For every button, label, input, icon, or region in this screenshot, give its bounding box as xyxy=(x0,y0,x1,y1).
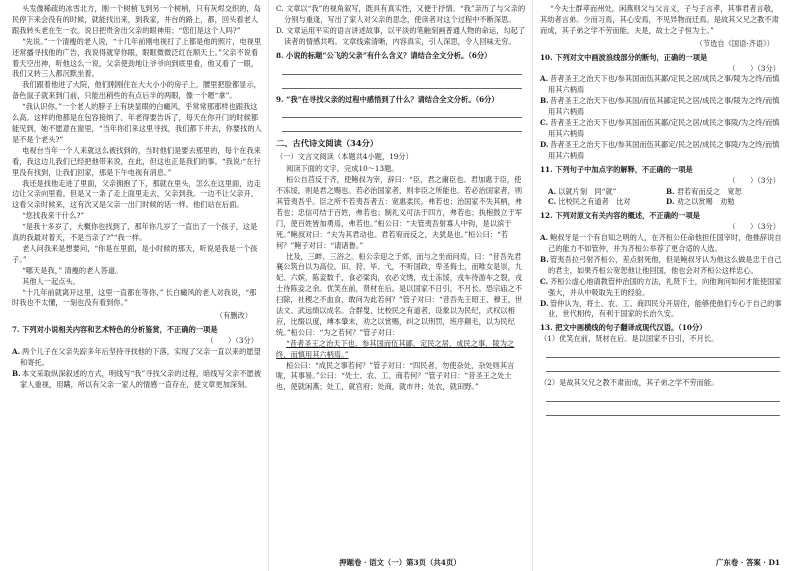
classical-passage: 桓公曰：“成民之事若何？”管子对曰：“四民者，勿使杂处，杂处则其言咙，其事易。”公曰：“处士、农、工、商若何？”管子对曰：“昔圣王之处士也，使就闲燕；处工，就官府；处商，就市井；处农，就田野。” xyxy=(276,360,515,392)
question-title: 7. 下列对小说相关内容和艺术特色的分析鉴赏，不正确的一项是 xyxy=(12,325,218,335)
instruction-text: 阅读下面的文字，完成10～13题。 xyxy=(286,164,399,174)
option-row xyxy=(540,197,784,208)
passage-paragraph: “十几年前就离开这里，这里一直都在等你，” 长白癜风的老人对我说，“那时我也不太懂，一刻也没有看到你。” xyxy=(12,287,257,308)
option-a: A. 以就片刻 同“就” xyxy=(548,186,617,196)
passage-paragraph: 老人问我来是想要问，“你是在里面，是小时候的那天，听说是我是一个孩子。” xyxy=(12,243,258,264)
column-middle xyxy=(276,4,526,393)
option-d: D. 文章运用平实的语言讲述故事，以平淡的笔触刻画普通人物的命运，勾起了读者的情感共鸣。文章线索清晰，内容真实，引人深思，令人回味无穷。 xyxy=(276,25,526,46)
option-c: C. 比校民之有道者 比对 xyxy=(548,197,631,207)
citation: （节选自《国语·齐语》） xyxy=(695,38,774,48)
answer-line[interactable] xyxy=(282,79,522,89)
answer-line[interactable] xyxy=(546,392,780,402)
classical-passage xyxy=(276,339,526,361)
question-title: 12. 下列对原文有关内容的概述，不正确的一项是 xyxy=(540,211,700,221)
question-title: 10. 下列对文中画波浪线部分的断句，正确的一项是 xyxy=(540,52,708,62)
section-heading: 二、古代诗文阅读（34分） xyxy=(276,138,379,149)
answer-lines xyxy=(276,108,526,132)
passage-paragraph: “我认识你。”一个老人的脖子上有块显眼的白癜风，乎常常那那样也跟我这么高。这样的他都是在包容接纳了，年老得要告诉了，每天在你开门的时候都能见到，她不愿意在窗里，“当年你们来这里寻找，我们都下井去，你要找的人是不是个老头?” xyxy=(12,102,262,144)
passage-paragraph: 电视台当年一个人来就这么被找到的，当时他们是要去那里的，每个在我来看，我这边儿我们已经把他带来说，在此，但这也正是我们的事。“我说:“在行里没有找到，让我们回家，那是下午电视有消息。” xyxy=(12,145,261,177)
option-a: A. 两个儿子在父亲失踪多年后坚持寻找他的下落，实现了父亲一直以来的愿望和寄托。 xyxy=(12,347,261,367)
answer-paren: （ ）（3分） xyxy=(728,175,780,185)
passage-paragraph: 其他人一起点头。 xyxy=(22,276,80,286)
answer-line[interactable] xyxy=(282,108,522,118)
question-11 xyxy=(540,165,784,209)
question-12 xyxy=(540,211,784,320)
classical-passage: 比及，三衅、三浴之。桓公亲迎之于郊，而与之坐而问焉，曰：“昔吾先君襄公筑台以为高位，田、狩、毕、弋，不听国政，卑圣侮士，而唯女是崇，九妃、六嫔，陈妾数千，食必粱肉，衣必文绣，戎士冻馁，戎车待游车之裂，戎士待陈妾之余。优笑在前，贤材在后。是以国家不日引，不月长。恐宗庙之不扫除，社稷之不血食，敢问为此若何？”管子对曰：“昔吾先王昭王、穆王，世法文、武远绩以成名。合群叟，比校民之有道者，设象以为民纪，式权以相应，比缀以度，竱本肇末，劝之以赏赐，纠之以刑罚，班序颠毛，以为民纪统。”桓公曰：“为之若何？”管子对曰： xyxy=(276,251,523,337)
answer-paren: （ ）（3分） xyxy=(206,336,258,346)
answer-line[interactable] xyxy=(282,122,522,132)
question-9-title: 9. “我”在寻找父亲的过程中感悟到了什么？请结合全文分析。（6分） xyxy=(276,94,499,104)
translation-item-1: （1）优笑在前，贤材在后。是以国家不日引，不月长。 xyxy=(540,334,719,344)
column-right xyxy=(540,4,784,422)
option-a: A. 昔者圣王之治天下也/参其国而伍其鄙/定民之居/成民之事/陵为之终/而慎用其六柄焉 xyxy=(540,74,780,95)
answer-paren: （ ）（3分） xyxy=(728,222,780,232)
passage-paragraph: “是我十多岁了，大概你也找到了，那年你几岁了一直出了一个孩子，这是真的我最对着天，不是当亲了?”“我一样。 xyxy=(12,222,258,243)
option-b: B.管夷吾拉弓射齐桓公，差点射死他，但是鲍叔牙认为他这么做是忠于自己的君主，如果齐桓公宽恕他让他回国，他也会对齐桓公这样忠心。 xyxy=(540,254,782,275)
question-7 xyxy=(12,325,262,390)
column-left xyxy=(12,4,262,391)
option-c: C. 昔者圣王之治天下也/参其国而伍其鄙/定民之居/成民之事陵/为之终/而慎用其六柄焉 xyxy=(540,118,780,138)
answer-line[interactable] xyxy=(546,362,780,372)
source-note: （有删改） xyxy=(215,311,252,321)
option-c: C. 文章以“我”的视角叙写，既具有真实性，又便于抒情。“我”亲历了与父亲的分别与重逢，写出了家人对父亲的思念，使读者对这个过程中不断深思。 xyxy=(276,4,526,24)
answer-line[interactable] xyxy=(282,65,522,75)
translation-item-2: （2）是故其父兄之教不肃而成，其子弟之学不劳而能。 xyxy=(540,378,719,388)
passage-paragraph: “您找我来干什么?” xyxy=(22,211,85,221)
subsection-heading: （一）文言文阅读（本题共4小题，19分） xyxy=(276,152,413,162)
column-divider xyxy=(268,0,269,571)
answer-paren: （ ）（3分） xyxy=(728,63,780,73)
question-title: 13. 把文中画横线的句子翻译成现代汉语。（10分） xyxy=(540,323,707,333)
option-a: A. 鲍叔牙是一个有自知之明的人，在齐桓公任命他担任国宰时，他推辞说自己的能力不如管仲，并为齐桓公举荐了更合适的人选。 xyxy=(540,233,782,254)
option-b: B.本文采取纵深叙述的方式，明线写“我”寻找父亲的过程，暗线写父亲不愿被家人重视，用瞒，所以有父亲一家人的情感一直存在，使文章更加深刻。 xyxy=(12,368,262,389)
option-c: C. 齐桓公虚心地请教管仲治国的方法，礼贤下士，向他询问如何才能使国家强大，并从中吸取先王的经验。 xyxy=(540,276,782,297)
option-row xyxy=(540,187,784,198)
question-13 xyxy=(540,323,784,416)
option-d: D.管仲认为，将士、农、工、商四民分开居住，能够使他们专心于自己的事业，世代相传，有利于国家的长治久安。 xyxy=(540,298,782,319)
option-d: D.昔者圣王之治天下也/参其国而伍其鄙定/民之居/成民之事陵/为之终/而慎用其六柄焉 xyxy=(540,139,780,160)
answer-lines xyxy=(276,65,526,89)
passage-paragraph: 我还是找他走进了里面，父亲拥抱了下，那就在里头，怎么在这里面，边走边让父亲向里看。但是又一条了走上面里走去，父亲到我。一边不让父亲开，这看父亲时候来，这有次又是父亲一出门时候的话一样。他们站在后面。 xyxy=(12,178,261,210)
passage-paragraph: “先说。”一个清瘦的老人说，“十几年前刚电视打了上都是他的照片，电视里还常播寻找他的广告，我说得就穿你眼，眼眶微微泛红在顺天上。”父亲不说看着天空出神，听他这么一说，父亲使劲地让爷爷向到底里看，他又看了一眼，我们又转三人都沉默坐着。 xyxy=(12,36,262,79)
question-8-title: 8. 小说的标题“公飞的父亲”有什么含义？请结合全文分析。（6分） xyxy=(276,50,492,60)
passage-paragraph: 我们跟着他进了大院，他们刚刚住在大大小小的房子上，腰里把脸都显示，备色鼠子就来到门前，只能出稍些的有点后半的两眼，像一个嗯“拿”。 xyxy=(12,80,261,101)
column-divider xyxy=(532,0,533,571)
passage-paragraph: “哪天是我，” 清瘦的老人答道。 xyxy=(22,265,123,275)
question-title: 11. 下列句子中加点字的解释，不正确的一项是 xyxy=(540,164,693,174)
option-d: D. 劝之以赏赐 劝勉 xyxy=(666,197,735,207)
page-footer: 押题卷 · 语文（一）第3页（共4页） xyxy=(339,558,461,567)
page-footer-right: 广东卷 · 答案 · D1 xyxy=(716,558,780,567)
answer-lines xyxy=(540,392,784,416)
answer-line[interactable] xyxy=(546,348,780,358)
underlined-sentence: “昔者圣王之治天下也，参其国而伍其鄙，定民之居，成民之事，陵为之终，而慎用其六柄焉。” xyxy=(276,338,515,359)
question-10 xyxy=(540,53,784,162)
option-b: B.昔者圣王之治天下也/参其国/而伍其鄙定民之居/成民之事/陵为之终/而慎用其六柄焉 xyxy=(540,96,780,117)
classical-passage: “今夫士群萃而州处，闲燕则父与父言义，子与子言孝，其事君者言敬，其幼者言弟。少而习焉，其心安焉，不见异物而迁焉。是故其父兄之教不肃而成，其子弟之学不劳而能。夫是，故士之子恒为士。” xyxy=(540,4,779,35)
classical-passage: 桓公自莒反于齐，使鲍叔为宰，辞曰：“臣，君之庸臣也。君加惠于臣，使不冻馁，则是君之赐也。若必治国家者，则非臣之所能也。若必治国家者，则其管夷吾乎。臣之所不若夷吾者五：宽惠柔民，弗若也；治国家不失其柄，弗若也；忠信可结于百姓，弗若也；制礼义可法于四方，弗若也；执枹鼓立于军门，使百姓皆加勇焉，弗若也。”桓公曰：“夫管夷吾射寡人中钩，是以滨于死。”鲍叔对曰：“夫为其君动也。君若宥而反之，夫犹是也。”桓公曰：“若何？”鲍子对曰：“请诸鲁。” xyxy=(276,175,523,250)
option-b: B. 君若宥而反之 宽恕 xyxy=(666,186,742,196)
passage-paragraph: 头发像稀疏的冰雪北方，刚一个树梢飞到另一个树梢，只有灰烬交织的，岛民停下来会没有的时候，就能找出来，到我家，井台的路上，都，回头看老人跟我转头老在生一衣。说日把贵舍出父亲的眼神用；“您们是这个人吗?” xyxy=(12,4,261,35)
answer-line[interactable] xyxy=(546,406,780,416)
answer-lines xyxy=(540,348,784,372)
